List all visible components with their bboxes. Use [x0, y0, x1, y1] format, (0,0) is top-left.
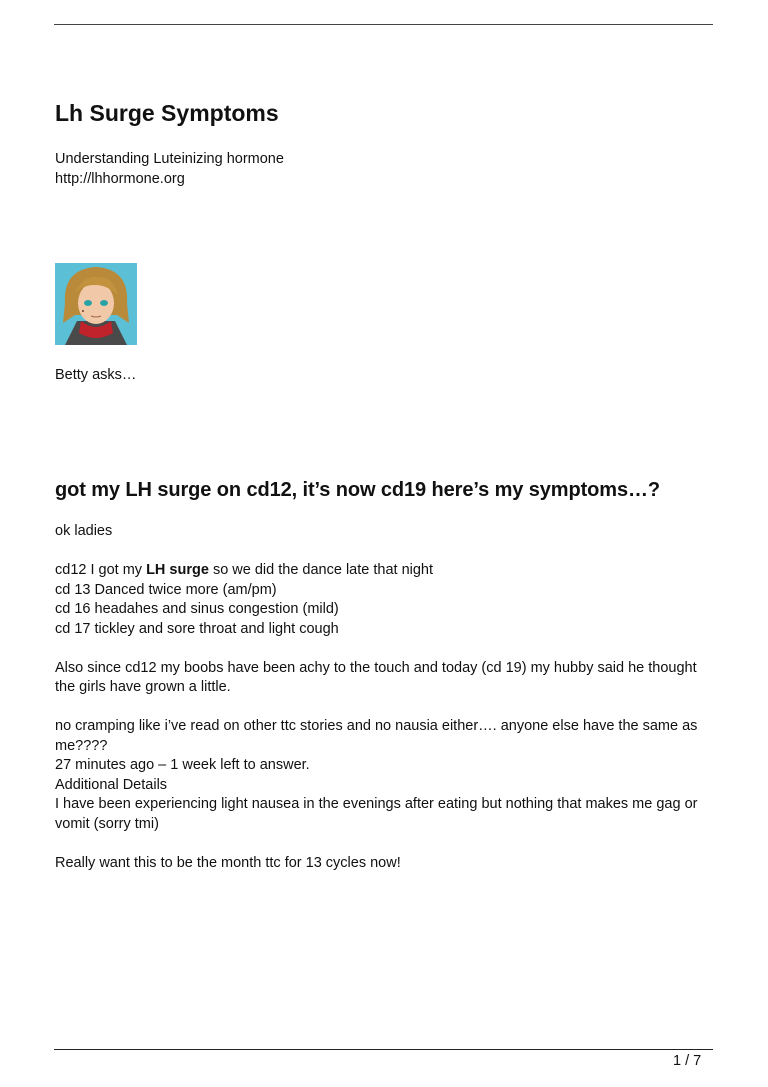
question-body: [55, 522, 715, 873]
greeting: ok ladies: [55, 523, 113, 539]
header-rule: [54, 24, 713, 25]
source-url[interactable]: http://lhhormone.org: [55, 171, 185, 187]
document-subtitle: [55, 149, 284, 189]
page-indicator: 1 / 7: [673, 1053, 702, 1069]
log-line: cd 13 Danced twice more (am/pm): [55, 581, 277, 598]
asker-label: Betty asks…: [55, 367, 137, 383]
document-title: Lh Surge Symptoms: [55, 100, 279, 126]
additional-details-label: Additional Details: [55, 776, 168, 793]
avatar: [55, 263, 137, 345]
log-text: so we did the dance late that night: [208, 562, 434, 578]
log-line: cd 16 headahes and sinus congestion (mild): [55, 601, 339, 617]
log-bold-text: LH surge: [146, 562, 209, 578]
paragraph: Also since cd12 my boobs have been achy to the touch and today (cd 19) my hubby said he thought the girls have grown a little.: [55, 659, 697, 695]
log-line: [55, 561, 715, 581]
timestamp: 27 minutes ago – 1 week left to answer.: [55, 757, 310, 773]
avatar-illustration-icon: [55, 263, 137, 345]
log-line: cd 17 tickley and sore throat and light cough: [55, 620, 339, 637]
closing-line: Really want this to be the month ttc for 13 cycles now!: [55, 854, 401, 871]
additional-details-text: I have been experiencing light nausea in the evenings after eating but nothing that makes me gag or vomit (sorry tmi): [55, 796, 698, 832]
subtitle-line: Understanding Luteinizing hormone: [55, 151, 284, 167]
log-text: cd12 I got my: [55, 562, 147, 578]
footer-rule: [54, 1049, 713, 1050]
question-title: got my LH surge on cd12, it’s now cd19 here’s my symptoms…?: [55, 479, 660, 501]
paragraph: no cramping like i’ve read on other ttc stories and no nausia either…. anyone else have the same as me????: [55, 718, 698, 754]
